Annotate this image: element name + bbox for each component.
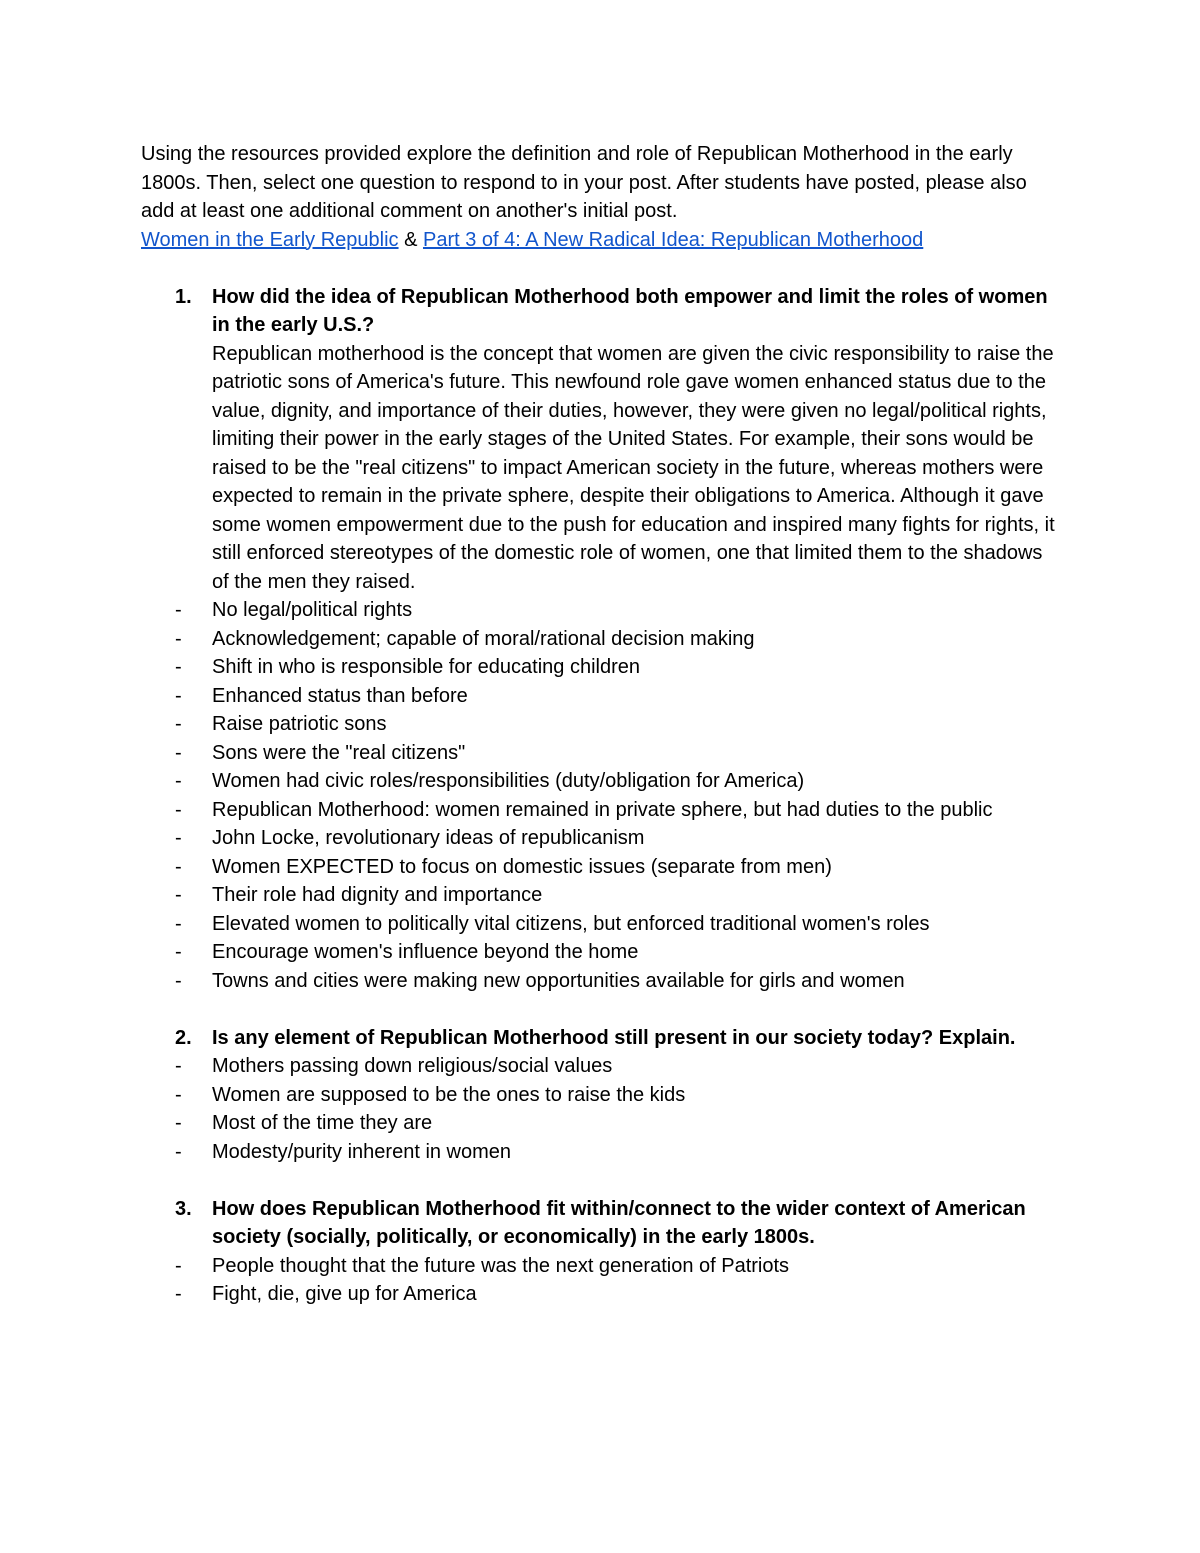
question-2 [141, 1024, 1061, 1167]
list-item: - Women EXPECTED to focus on domestic issues (separate from men) [175, 855, 832, 878]
notes-list [141, 1252, 1061, 1309]
link-republican-motherhood[interactable]: Part 3 of 4: A New Radical Idea: Republican Motherhood [422, 228, 924, 251]
document-page [141, 140, 1061, 1309]
list-item: - Encourage women's influence beyond the home [175, 941, 639, 963]
list-item: - Republican Motherhood: women remained in private sphere, but had duties to the public [175, 798, 993, 821]
list-item: - Women are supposed to be the ones to raise the kids [175, 1083, 686, 1106]
list-item: - Their role had dignity and importance [175, 884, 543, 906]
list-item: - Acknowledgement; capable of moral/rational decision making [175, 627, 755, 650]
question-number: 1. [175, 285, 192, 308]
intro-paragraph: Using the resources provided explore the definition and role of Republican Motherhood in the early 1800s. Then, select one question to respond to in your post. After students have posted, please also add at least one additional comment on another's initial post. [141, 143, 1027, 222]
answer-paragraph: Republican motherhood is the concept that women are given the civic responsibility to raise the patriotic sons of America's future. This newfound role gave women enhanced status due to the value, dignity, and importance of their duties, however, they were given no legal/political rights, limiting their power in the early stages of the United States. For example, their sons would be raised to be the "real citizens" to impact American society in the future, whereas mothers were expected to remain in the private sphere, despite their obligations to America. Although it gave some women empowerment due to the push for education and inspired many fights for rights, it still enforced stereotypes of the domestic role of women, one that limited them to the shadows of the men they raised. [212, 342, 1055, 593]
list-item: - Women had civic roles/responsibilities (duty/obligation for America) [175, 770, 805, 792]
intro-section [141, 140, 1061, 254]
list-item: - Elevated women to politically vital citizens, but enforced traditional women's roles [175, 912, 930, 935]
question-text: Is any element of Republican Motherhood still present in our society today? Explain. [212, 1026, 1016, 1049]
list-item: - Enhanced status than before [175, 684, 468, 707]
list-item: - Towns and cities were making new opportunities available for girls and women [175, 969, 905, 992]
link-separator: & [398, 228, 423, 251]
question-3 [141, 1195, 1061, 1309]
list-item: - Raise patriotic sons [175, 713, 387, 735]
list-item: - Modesty/purity inherent in women [175, 1140, 512, 1163]
link-women-early-republic[interactable]: Women in the Early Republic [141, 228, 399, 251]
question-number: 3. [175, 1197, 192, 1220]
question-number: 2. [175, 1026, 192, 1049]
notes-list [141, 1052, 1061, 1166]
list-item: - No legal/political rights [175, 599, 413, 621]
question-1 [141, 283, 1061, 996]
notes-list [141, 596, 1061, 995]
list-item: - Mothers passing down religious/social values [175, 1055, 613, 1077]
question-text: How did the idea of Republican Motherhood both empower and limit the roles of women in the early U.S.? [212, 285, 1048, 336]
list-item: - John Locke, revolutionary ideas of republicanism [175, 827, 645, 849]
question-text: How does Republican Motherhood fit within/connect to the wider context of American society (socially, politically, or economically) in the early 1800s. [212, 1197, 1026, 1248]
resource-links [141, 226, 1061, 255]
list-item: - Shift in who is responsible for educating children [175, 656, 641, 678]
list-item: - Sons were the "real citizens" [175, 741, 466, 764]
list-item: - Most of the time they are [175, 1112, 433, 1134]
list-item: - Fight, die, give up for America [175, 1283, 477, 1305]
list-item: - People thought that the future was the next generation of Patriots [175, 1254, 790, 1277]
